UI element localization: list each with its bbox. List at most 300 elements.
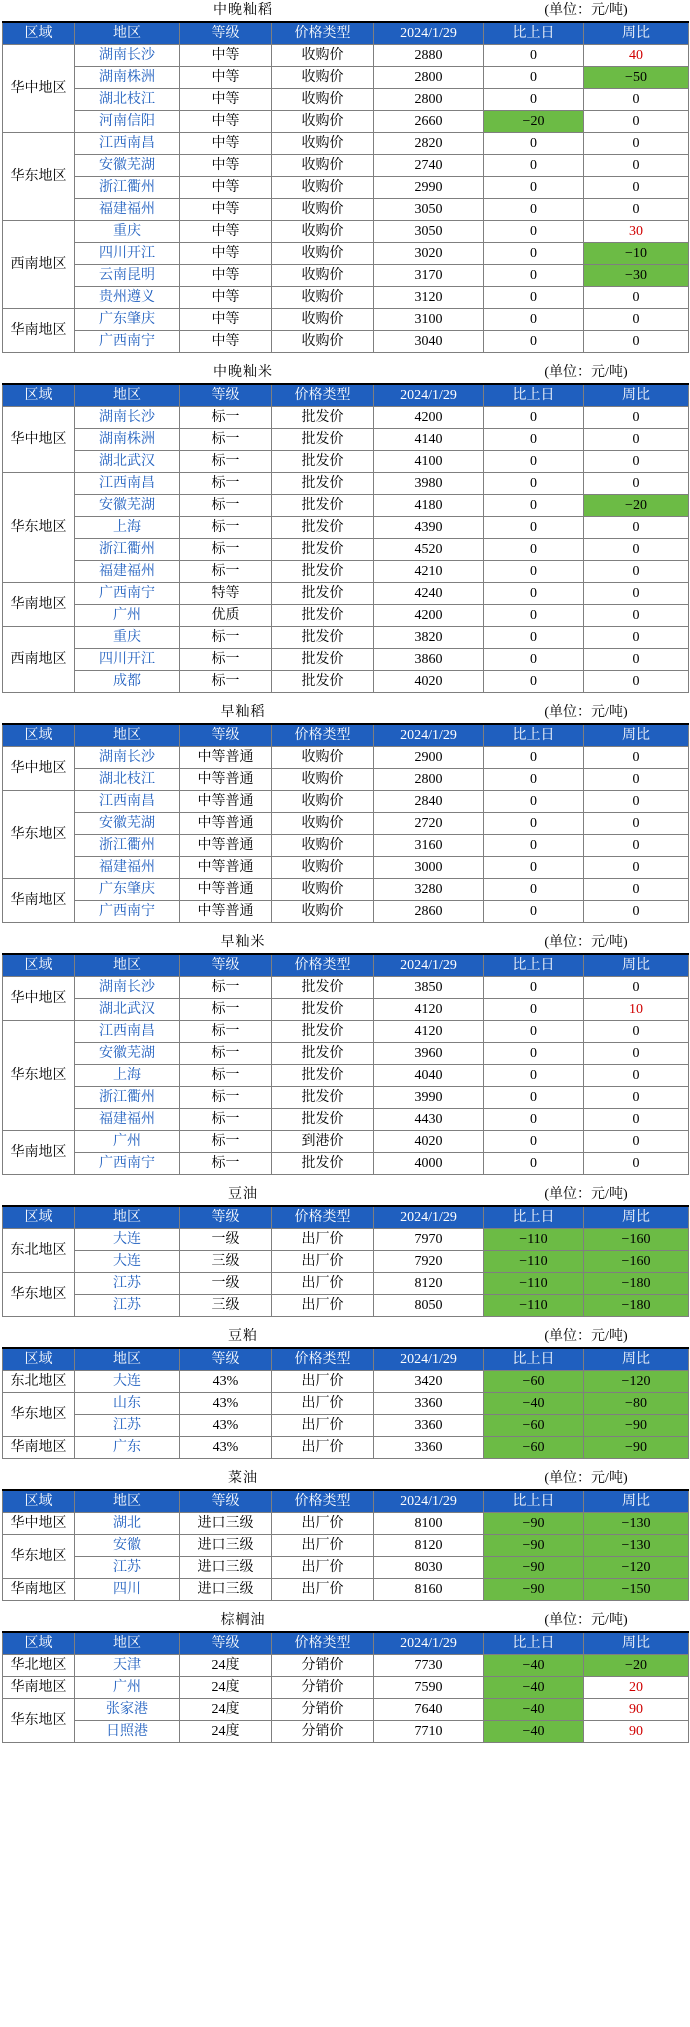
day-change-cell: −90 bbox=[484, 1557, 584, 1579]
week-change-cell: 0 bbox=[584, 1153, 689, 1175]
price-cell: 3100 bbox=[374, 309, 484, 331]
day-change-cell: 0 bbox=[484, 1021, 584, 1043]
price-type-cell: 分销价 bbox=[272, 1699, 374, 1721]
day-change-cell: −20 bbox=[484, 111, 584, 133]
table-row bbox=[3, 89, 689, 111]
area-cell: 江苏 bbox=[75, 1295, 180, 1317]
price-cell: 3000 bbox=[374, 857, 484, 879]
week-change-cell: 0 bbox=[584, 1021, 689, 1043]
grade-cell: 中等普通 bbox=[180, 769, 272, 791]
table-row bbox=[3, 605, 689, 627]
area-cell: 福建福州 bbox=[75, 1109, 180, 1131]
area-cell: 湖北武汉 bbox=[75, 451, 180, 473]
grade-cell: 中等普通 bbox=[180, 901, 272, 923]
column-header: 区域 bbox=[3, 1490, 75, 1513]
region-cell: 华中地区 bbox=[3, 45, 75, 133]
price-type-cell: 出厂价 bbox=[272, 1273, 374, 1295]
table-header-row bbox=[3, 1632, 689, 1655]
section-title-row bbox=[3, 1610, 689, 1632]
week-change-cell: 0 bbox=[584, 857, 689, 879]
table-row bbox=[3, 1557, 689, 1579]
column-header: 2024/1/29 bbox=[374, 724, 484, 747]
table-row bbox=[3, 1513, 689, 1535]
area-cell: 广州 bbox=[75, 1131, 180, 1153]
price-cell: 4390 bbox=[374, 517, 484, 539]
column-header: 等级 bbox=[180, 954, 272, 977]
area-cell: 广西南宁 bbox=[75, 1153, 180, 1175]
price-cell: 8120 bbox=[374, 1273, 484, 1295]
day-change-cell: 0 bbox=[484, 133, 584, 155]
unit-label: (单位：元/吨) bbox=[484, 1610, 689, 1632]
price-type-cell: 批发价 bbox=[272, 1087, 374, 1109]
area-cell: 广东肇庆 bbox=[75, 879, 180, 901]
area-cell: 安徽 bbox=[75, 1535, 180, 1557]
price-cell: 8120 bbox=[374, 1535, 484, 1557]
week-change-cell: 0 bbox=[584, 429, 689, 451]
column-header: 比上日 bbox=[484, 724, 584, 747]
price-cell: 2900 bbox=[374, 747, 484, 769]
week-change-cell: 0 bbox=[584, 199, 689, 221]
grade-cell: 中等 bbox=[180, 67, 272, 89]
day-change-cell: −40 bbox=[484, 1393, 584, 1415]
day-change-cell: 0 bbox=[484, 199, 584, 221]
grade-cell: 43% bbox=[180, 1415, 272, 1437]
week-change-cell: −120 bbox=[584, 1371, 689, 1393]
grade-cell: 标一 bbox=[180, 1065, 272, 1087]
day-change-cell: 0 bbox=[484, 45, 584, 67]
commodity-section bbox=[2, 362, 688, 693]
grade-cell: 一级 bbox=[180, 1273, 272, 1295]
price-cell: 4200 bbox=[374, 605, 484, 627]
table-row bbox=[3, 517, 689, 539]
price-cell: 2740 bbox=[374, 155, 484, 177]
column-header: 2024/1/29 bbox=[374, 22, 484, 45]
price-cell: 2820 bbox=[374, 133, 484, 155]
column-header: 地区 bbox=[75, 1348, 180, 1371]
column-header: 区域 bbox=[3, 724, 75, 747]
column-header: 周比 bbox=[584, 1348, 689, 1371]
table-row bbox=[3, 1065, 689, 1087]
week-change-cell: −130 bbox=[584, 1513, 689, 1535]
unit-label: (单位：元/吨) bbox=[484, 1184, 689, 1206]
region-cell: 华东地区 bbox=[3, 1535, 75, 1579]
price-type-cell: 收购价 bbox=[272, 309, 374, 331]
column-header: 价格类型 bbox=[272, 724, 374, 747]
area-cell: 江苏 bbox=[75, 1415, 180, 1437]
price-type-cell: 收购价 bbox=[272, 89, 374, 111]
price-type-cell: 收购价 bbox=[272, 857, 374, 879]
area-cell: 江西南昌 bbox=[75, 473, 180, 495]
grade-cell: 中等普通 bbox=[180, 747, 272, 769]
week-change-cell: −180 bbox=[584, 1273, 689, 1295]
table-header-row bbox=[3, 954, 689, 977]
grade-cell: 进口三级 bbox=[180, 1535, 272, 1557]
price-type-cell: 分销价 bbox=[272, 1721, 374, 1743]
day-change-cell: 0 bbox=[484, 473, 584, 495]
area-cell: 江苏 bbox=[75, 1273, 180, 1295]
column-header: 2024/1/29 bbox=[374, 954, 484, 977]
grade-cell: 标一 bbox=[180, 627, 272, 649]
week-change-cell: −90 bbox=[584, 1415, 689, 1437]
area-cell: 广东肇庆 bbox=[75, 309, 180, 331]
day-change-cell: 0 bbox=[484, 879, 584, 901]
table-row bbox=[3, 1131, 689, 1153]
table-row bbox=[3, 1043, 689, 1065]
price-cell: 4120 bbox=[374, 999, 484, 1021]
grade-cell: 中等 bbox=[180, 199, 272, 221]
grade-cell: 中等普通 bbox=[180, 857, 272, 879]
table-row bbox=[3, 1251, 689, 1273]
area-cell: 广州 bbox=[75, 1677, 180, 1699]
price-cell: 3020 bbox=[374, 243, 484, 265]
price-cell: 3170 bbox=[374, 265, 484, 287]
day-change-cell: 0 bbox=[484, 539, 584, 561]
column-header: 比上日 bbox=[484, 22, 584, 45]
area-cell: 安徽芜湖 bbox=[75, 155, 180, 177]
price-cell: 8030 bbox=[374, 1557, 484, 1579]
week-change-cell: 0 bbox=[584, 1087, 689, 1109]
price-type-cell: 收购价 bbox=[272, 835, 374, 857]
price-type-cell: 收购价 bbox=[272, 111, 374, 133]
grade-cell: 中等 bbox=[180, 111, 272, 133]
price-type-cell: 收购价 bbox=[272, 901, 374, 923]
table-header-row bbox=[3, 1348, 689, 1371]
area-cell: 山东 bbox=[75, 1393, 180, 1415]
area-cell: 福建福州 bbox=[75, 199, 180, 221]
table-header-row bbox=[3, 22, 689, 45]
week-change-cell: 0 bbox=[584, 111, 689, 133]
region-cell: 东北地区 bbox=[3, 1371, 75, 1393]
week-change-cell: −150 bbox=[584, 1579, 689, 1601]
week-change-cell: 0 bbox=[584, 769, 689, 791]
area-cell: 重庆 bbox=[75, 627, 180, 649]
area-cell: 广西南宁 bbox=[75, 331, 180, 353]
column-header: 比上日 bbox=[484, 384, 584, 407]
grade-cell: 43% bbox=[180, 1437, 272, 1459]
price-cell: 3850 bbox=[374, 977, 484, 999]
price-type-cell: 批发价 bbox=[272, 1043, 374, 1065]
week-change-cell: −30 bbox=[584, 265, 689, 287]
day-change-cell: 0 bbox=[484, 1065, 584, 1087]
week-change-cell: 0 bbox=[584, 561, 689, 583]
price-cell: 2990 bbox=[374, 177, 484, 199]
grade-cell: 24度 bbox=[180, 1721, 272, 1743]
price-cell: 4020 bbox=[374, 671, 484, 693]
week-change-cell: −50 bbox=[584, 67, 689, 89]
table-row bbox=[3, 857, 689, 879]
area-cell: 天津 bbox=[75, 1655, 180, 1677]
area-cell: 湖南长沙 bbox=[75, 977, 180, 999]
day-change-cell: 0 bbox=[484, 331, 584, 353]
day-change-cell: 0 bbox=[484, 747, 584, 769]
column-header: 区域 bbox=[3, 954, 75, 977]
area-cell: 湖北枝江 bbox=[75, 89, 180, 111]
region-cell: 华南地区 bbox=[3, 879, 75, 923]
column-header: 2024/1/29 bbox=[374, 1348, 484, 1371]
price-cell: 8160 bbox=[374, 1579, 484, 1601]
table-row bbox=[3, 265, 689, 287]
price-table bbox=[2, 1468, 689, 1601]
price-cell: 3360 bbox=[374, 1437, 484, 1459]
column-header: 地区 bbox=[75, 1632, 180, 1655]
region-cell: 华东地区 bbox=[3, 133, 75, 221]
day-change-cell: −110 bbox=[484, 1251, 584, 1273]
day-change-cell: 0 bbox=[484, 1087, 584, 1109]
price-type-cell: 收购价 bbox=[272, 243, 374, 265]
price-type-cell: 批发价 bbox=[272, 977, 374, 999]
grade-cell: 中等普通 bbox=[180, 791, 272, 813]
day-change-cell: −110 bbox=[484, 1229, 584, 1251]
area-cell: 湖北 bbox=[75, 1513, 180, 1535]
price-cell: 3980 bbox=[374, 473, 484, 495]
grade-cell: 标一 bbox=[180, 1153, 272, 1175]
grade-cell: 优质 bbox=[180, 605, 272, 627]
week-change-cell: 0 bbox=[584, 605, 689, 627]
day-change-cell: 0 bbox=[484, 999, 584, 1021]
week-change-cell: 0 bbox=[584, 309, 689, 331]
day-change-cell: 0 bbox=[484, 901, 584, 923]
day-change-cell: −90 bbox=[484, 1513, 584, 1535]
commodity-section bbox=[2, 932, 688, 1175]
table-row bbox=[3, 769, 689, 791]
grade-cell: 43% bbox=[180, 1371, 272, 1393]
price-table bbox=[2, 1184, 689, 1317]
price-cell: 2800 bbox=[374, 67, 484, 89]
price-type-cell: 出厂价 bbox=[272, 1251, 374, 1273]
day-change-cell: 0 bbox=[484, 835, 584, 857]
section-title: 早籼米 bbox=[3, 932, 484, 954]
week-change-cell: 0 bbox=[584, 517, 689, 539]
section-title: 早籼稻 bbox=[3, 702, 484, 724]
price-cell: 4120 bbox=[374, 1021, 484, 1043]
grade-cell: 中等 bbox=[180, 221, 272, 243]
column-header: 周比 bbox=[584, 22, 689, 45]
day-change-cell: −110 bbox=[484, 1295, 584, 1317]
price-type-cell: 到港价 bbox=[272, 1131, 374, 1153]
price-type-cell: 批发价 bbox=[272, 1021, 374, 1043]
day-change-cell: 0 bbox=[484, 627, 584, 649]
area-cell: 四川 bbox=[75, 1579, 180, 1601]
unit-label: (单位：元/吨) bbox=[484, 1326, 689, 1348]
table-row bbox=[3, 583, 689, 605]
price-type-cell: 收购价 bbox=[272, 67, 374, 89]
area-cell: 湖南株洲 bbox=[75, 429, 180, 451]
week-change-cell: 0 bbox=[584, 1065, 689, 1087]
price-type-cell: 收购价 bbox=[272, 791, 374, 813]
price-type-cell: 批发价 bbox=[272, 627, 374, 649]
week-change-cell: 0 bbox=[584, 671, 689, 693]
section-title-row bbox=[3, 1184, 689, 1206]
grade-cell: 进口三级 bbox=[180, 1513, 272, 1535]
table-row bbox=[3, 1295, 689, 1317]
day-change-cell: −60 bbox=[484, 1371, 584, 1393]
grade-cell: 24度 bbox=[180, 1699, 272, 1721]
week-change-cell: −180 bbox=[584, 1295, 689, 1317]
column-header: 等级 bbox=[180, 1348, 272, 1371]
grade-cell: 中等 bbox=[180, 265, 272, 287]
table-header-row bbox=[3, 384, 689, 407]
grade-cell: 24度 bbox=[180, 1677, 272, 1699]
column-header: 周比 bbox=[584, 1632, 689, 1655]
area-cell: 大连 bbox=[75, 1371, 180, 1393]
price-table bbox=[2, 702, 689, 923]
price-table bbox=[2, 1326, 689, 1459]
price-type-cell: 出厂价 bbox=[272, 1229, 374, 1251]
price-cell: 7920 bbox=[374, 1251, 484, 1273]
area-cell: 湖南长沙 bbox=[75, 45, 180, 67]
price-type-cell: 批发价 bbox=[272, 451, 374, 473]
price-cell: 4140 bbox=[374, 429, 484, 451]
day-change-cell: −40 bbox=[484, 1655, 584, 1677]
price-cell: 3360 bbox=[374, 1415, 484, 1437]
day-change-cell: 0 bbox=[484, 429, 584, 451]
table-row bbox=[3, 1153, 689, 1175]
price-cell: 2660 bbox=[374, 111, 484, 133]
table-header-row bbox=[3, 724, 689, 747]
price-cell: 3360 bbox=[374, 1393, 484, 1415]
table-row bbox=[3, 243, 689, 265]
table-row bbox=[3, 1229, 689, 1251]
table-row bbox=[3, 199, 689, 221]
day-change-cell: −40 bbox=[484, 1699, 584, 1721]
table-row bbox=[3, 671, 689, 693]
price-cell: 3820 bbox=[374, 627, 484, 649]
day-change-cell: 0 bbox=[484, 583, 584, 605]
price-cell: 7590 bbox=[374, 1677, 484, 1699]
day-change-cell: −90 bbox=[484, 1579, 584, 1601]
week-change-cell: 0 bbox=[584, 89, 689, 111]
unit-label: (单位：元/吨) bbox=[484, 1468, 689, 1490]
area-cell: 广州 bbox=[75, 605, 180, 627]
price-type-cell: 出厂价 bbox=[272, 1513, 374, 1535]
column-header: 价格类型 bbox=[272, 384, 374, 407]
price-cell: 2800 bbox=[374, 89, 484, 111]
region-cell: 华南地区 bbox=[3, 309, 75, 353]
week-change-cell: 0 bbox=[584, 331, 689, 353]
column-header: 等级 bbox=[180, 1490, 272, 1513]
column-header: 周比 bbox=[584, 724, 689, 747]
price-cell: 3120 bbox=[374, 287, 484, 309]
price-type-cell: 批发价 bbox=[272, 495, 374, 517]
area-cell: 四川开江 bbox=[75, 649, 180, 671]
column-header: 价格类型 bbox=[272, 1348, 374, 1371]
grade-cell: 标一 bbox=[180, 1043, 272, 1065]
day-change-cell: 0 bbox=[484, 1043, 584, 1065]
region-cell: 西南地区 bbox=[3, 627, 75, 693]
week-change-cell: −160 bbox=[584, 1251, 689, 1273]
price-type-cell: 出厂价 bbox=[272, 1415, 374, 1437]
unit-label: (单位：元/吨) bbox=[484, 702, 689, 724]
column-header: 区域 bbox=[3, 384, 75, 407]
grade-cell: 标一 bbox=[180, 1087, 272, 1109]
price-type-cell: 收购价 bbox=[272, 199, 374, 221]
day-change-cell: −60 bbox=[484, 1437, 584, 1459]
table-row bbox=[3, 45, 689, 67]
day-change-cell: 0 bbox=[484, 857, 584, 879]
day-change-cell: 0 bbox=[484, 287, 584, 309]
area-cell: 广西南宁 bbox=[75, 901, 180, 923]
price-type-cell: 收购价 bbox=[272, 747, 374, 769]
grade-cell: 中等 bbox=[180, 177, 272, 199]
grade-cell: 进口三级 bbox=[180, 1557, 272, 1579]
price-type-cell: 出厂价 bbox=[272, 1437, 374, 1459]
region-cell: 华东地区 bbox=[3, 1393, 75, 1437]
price-type-cell: 出厂价 bbox=[272, 1579, 374, 1601]
price-cell: 2840 bbox=[374, 791, 484, 813]
price-type-cell: 批发价 bbox=[272, 561, 374, 583]
price-cell: 4040 bbox=[374, 1065, 484, 1087]
table-row bbox=[3, 791, 689, 813]
table-row bbox=[3, 835, 689, 857]
week-change-cell: 0 bbox=[584, 791, 689, 813]
price-cell: 3050 bbox=[374, 221, 484, 243]
column-header: 等级 bbox=[180, 22, 272, 45]
column-header: 周比 bbox=[584, 384, 689, 407]
column-header: 等级 bbox=[180, 724, 272, 747]
table-row bbox=[3, 309, 689, 331]
day-change-cell: 0 bbox=[484, 155, 584, 177]
price-cell: 4240 bbox=[374, 583, 484, 605]
section-title-row bbox=[3, 0, 689, 22]
day-change-cell: 0 bbox=[484, 221, 584, 243]
column-header: 比上日 bbox=[484, 954, 584, 977]
day-change-cell: 0 bbox=[484, 517, 584, 539]
area-cell: 云南昆明 bbox=[75, 265, 180, 287]
area-cell: 张家港 bbox=[75, 1699, 180, 1721]
price-type-cell: 批发价 bbox=[272, 605, 374, 627]
area-cell: 四川开江 bbox=[75, 243, 180, 265]
price-type-cell: 收购价 bbox=[272, 331, 374, 353]
week-change-cell: 90 bbox=[584, 1721, 689, 1743]
table-row bbox=[3, 1371, 689, 1393]
price-cell: 3050 bbox=[374, 199, 484, 221]
price-type-cell: 收购价 bbox=[272, 133, 374, 155]
table-row bbox=[3, 1415, 689, 1437]
area-cell: 江西南昌 bbox=[75, 791, 180, 813]
day-change-cell: 0 bbox=[484, 977, 584, 999]
table-row bbox=[3, 813, 689, 835]
grade-cell: 标一 bbox=[180, 999, 272, 1021]
week-change-cell: 0 bbox=[584, 977, 689, 999]
week-change-cell: 0 bbox=[584, 177, 689, 199]
price-cell: 4020 bbox=[374, 1131, 484, 1153]
day-change-cell: 0 bbox=[484, 309, 584, 331]
price-type-cell: 分销价 bbox=[272, 1655, 374, 1677]
grade-cell: 标一 bbox=[180, 473, 272, 495]
price-cell: 3280 bbox=[374, 879, 484, 901]
grade-cell: 中等 bbox=[180, 309, 272, 331]
commodity-section bbox=[2, 1610, 688, 1743]
price-type-cell: 收购价 bbox=[272, 769, 374, 791]
price-type-cell: 批发价 bbox=[272, 999, 374, 1021]
week-change-cell: −120 bbox=[584, 1557, 689, 1579]
week-change-cell: 0 bbox=[584, 901, 689, 923]
day-change-cell: 0 bbox=[484, 791, 584, 813]
column-header: 地区 bbox=[75, 1490, 180, 1513]
price-cell: 7640 bbox=[374, 1699, 484, 1721]
section-title: 中晚籼米 bbox=[3, 362, 484, 384]
table-row bbox=[3, 1393, 689, 1415]
column-header: 等级 bbox=[180, 1632, 272, 1655]
column-header: 区域 bbox=[3, 22, 75, 45]
week-change-cell: 0 bbox=[584, 473, 689, 495]
price-table bbox=[2, 0, 689, 353]
grade-cell: 标一 bbox=[180, 451, 272, 473]
table-row bbox=[3, 1655, 689, 1677]
price-cell: 2880 bbox=[374, 45, 484, 67]
table-row bbox=[3, 1109, 689, 1131]
section-title-row bbox=[3, 932, 689, 954]
